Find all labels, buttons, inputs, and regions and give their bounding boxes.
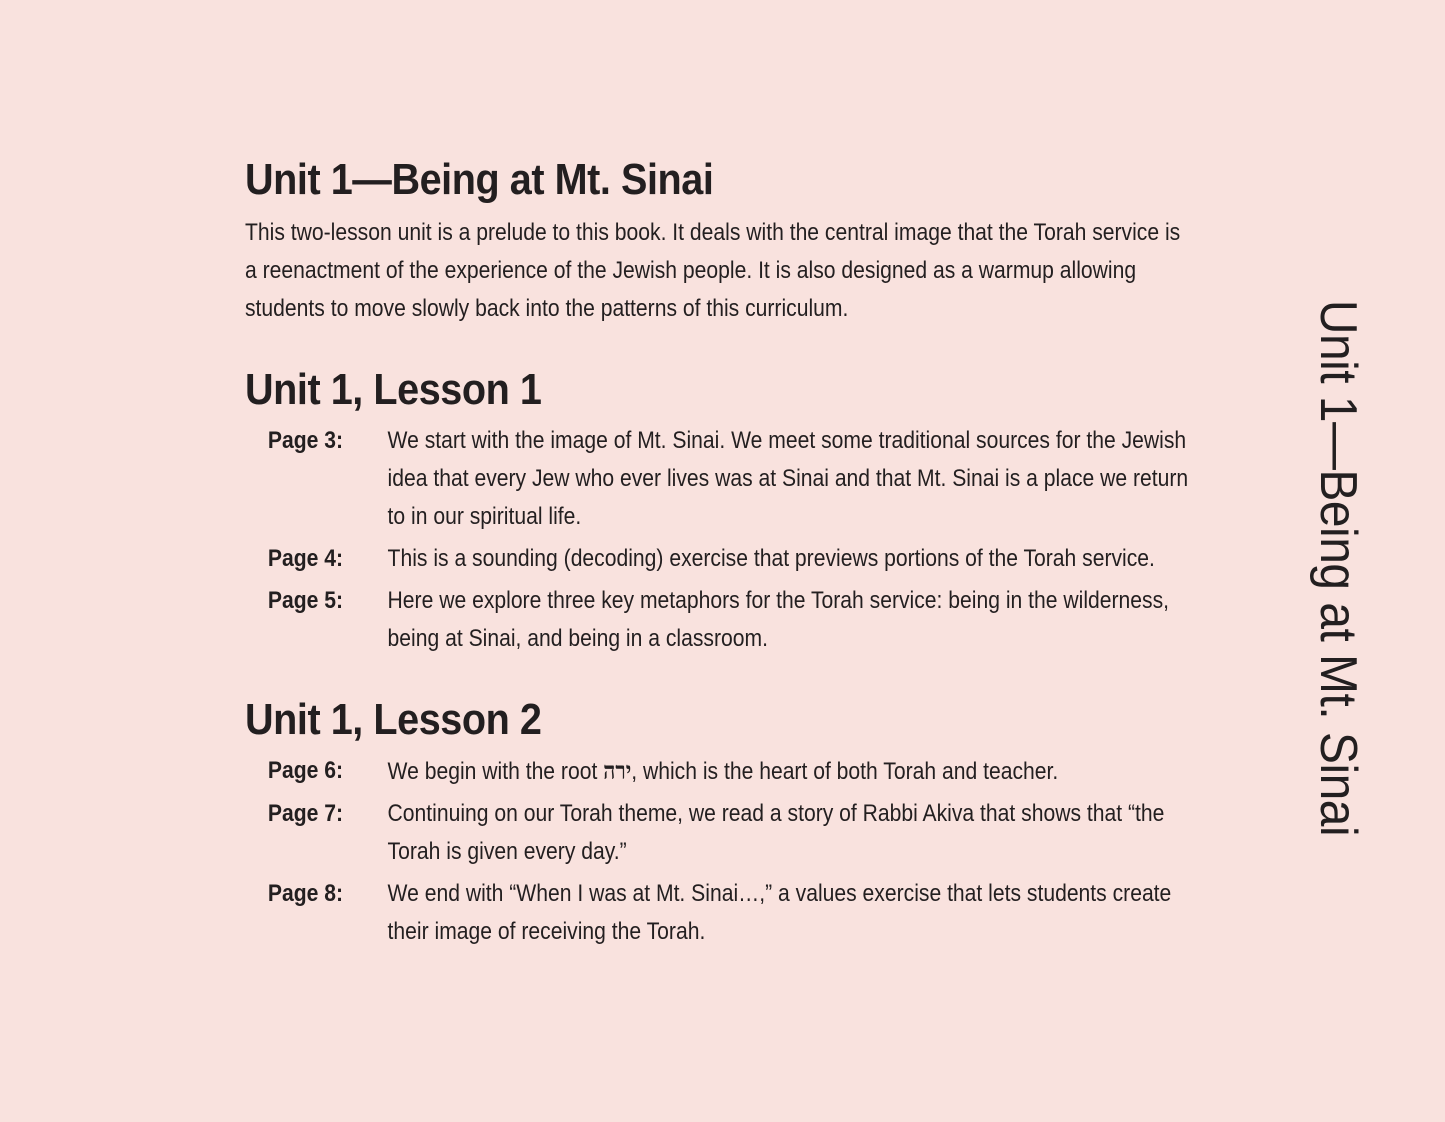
page-entry <box>245 582 1195 658</box>
lesson-page-list <box>245 422 1195 658</box>
page-label: Page 6: <box>267 757 344 784</box>
lesson-title: Unit 1, Lesson 1 <box>245 365 542 414</box>
page-description: We end with “When I was at Mt. Sinai…,” a values exercise that lets students create their image of receiving the Torah. <box>387 880 1172 945</box>
lesson-1-section <box>245 362 1205 658</box>
unit-intro: This two-lesson unit is a prelude to this book. It deals with the central image that the Torah service is a reenactment of the experience of the Jewish people. It is also designed as a warmup allowing students to move slowly back into the patterns of this curriculum. <box>245 219 1181 322</box>
page-description: Here we explore three key metaphors for the Torah service: being in the wilderness, being at Sinai, and being in a classroom. <box>387 587 1170 652</box>
hebrew-root: ירה <box>603 756 632 785</box>
unit-title: Unit 1—Being at Mt. Sinai <box>245 155 714 204</box>
page-label: Page 5: <box>267 587 344 614</box>
page-description: Continuing on our Torah theme, we read a story of Rabbi Akiva that shows that “the Torah is given every day.” <box>387 800 1165 865</box>
page-entry <box>245 875 1195 951</box>
page-entry <box>245 795 1195 871</box>
vertical-side-title <box>1308 277 1368 860</box>
side-title-text: Unit 1—Being at Mt. Sinai <box>1309 299 1367 837</box>
lesson-page-list <box>245 752 1195 951</box>
lesson-2-section <box>245 692 1205 951</box>
page-description: We start with the image of Mt. Sinai. We meet some traditional sources for the Jewish idea that every Jew who ever lives was at Sinai and that Mt. Sinai is a place we return to in our spiritual life. <box>387 427 1189 530</box>
page-label: Page 4: <box>267 545 344 572</box>
page-entry <box>245 752 1195 791</box>
lesson-title: Unit 1, Lesson 2 <box>245 695 542 744</box>
page-description <box>388 752 1196 791</box>
page-label: Page 8: <box>267 880 344 907</box>
page-label: Page 3: <box>267 427 344 454</box>
page-label: Page 7: <box>267 800 344 827</box>
description-text-after: , which is the heart of both Torah and teacher. <box>631 758 1059 785</box>
page-description: This is a sounding (decoding) exercise that previews portions of the Torah service. <box>387 545 1155 572</box>
page-entry <box>245 540 1195 578</box>
page-content <box>245 152 1205 955</box>
page-entry <box>245 422 1195 536</box>
description-text-before: We begin with the root <box>387 758 604 785</box>
